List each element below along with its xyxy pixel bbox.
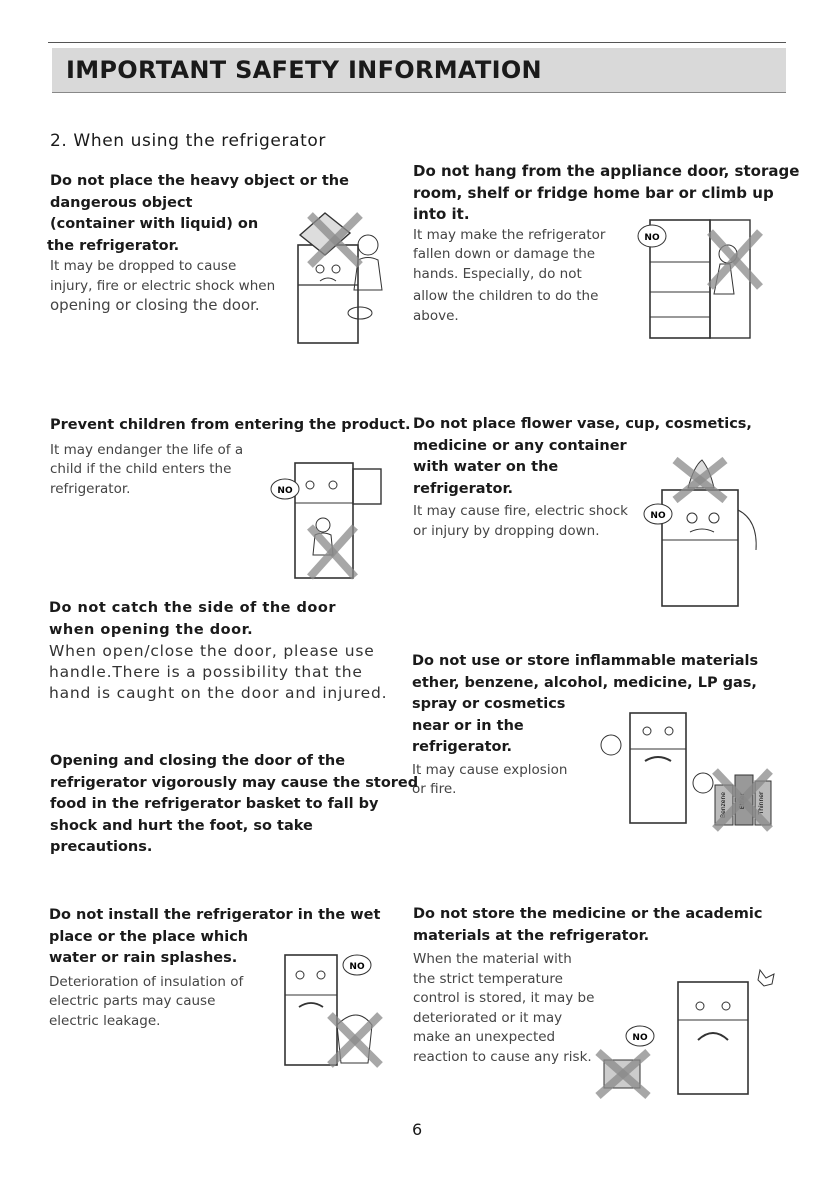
heading-line: food in the refrigerator basket to fall by (50, 796, 379, 812)
no-label: NO (349, 962, 365, 972)
heading-line: Prevent children from entering the product. (50, 417, 411, 433)
heading-line: near or in the (412, 717, 524, 734)
flower-vase-illustration (640, 450, 770, 610)
heading-line: medicine or any container (413, 437, 627, 454)
warning-door-vigorous (50, 751, 418, 859)
body-line: make an unexpected (413, 1029, 556, 1045)
header-bar (52, 48, 786, 93)
body-line: child if the child enters the (50, 461, 232, 477)
heading-line: Do not install the refrigerator in the wet (49, 907, 381, 923)
body-line: It may cause explosion (412, 761, 568, 778)
section-title: 2. When using the refrigerator (50, 131, 326, 151)
body-line: handle.There is a possibility that the (49, 663, 363, 681)
heading-line: Do not place flower vase, cup, cosmetics, (413, 416, 752, 432)
wet-place-illustration (265, 945, 390, 1070)
body-line: or injury by dropping down. (413, 522, 600, 539)
heading-line: with water on the (413, 459, 559, 475)
body-line: When open/close the door, please use (49, 642, 375, 660)
benzene-label: Benzene (720, 792, 727, 818)
heading-line: spray or cosmetics (412, 696, 566, 712)
heading-line: the refrigerator. (47, 237, 180, 254)
medicine-illustration (590, 960, 785, 1100)
heading-line: ether, benzene, alcohol, medicine, LP gas, (412, 674, 757, 691)
no-label: NO (644, 233, 660, 243)
heading-line: place or the place which (49, 928, 249, 945)
no-label: NO (277, 486, 293, 496)
heading-line: room, shelf or fridge home bar or climb up (413, 183, 774, 202)
heading-line: when opening the door. (49, 621, 254, 638)
body-line: It may cause fire, electric shock (413, 503, 628, 519)
body-line: opening or closing the door. (50, 296, 260, 314)
body-line: Deterioration of insulation of (49, 973, 244, 990)
body-line: the strict temperature (413, 970, 563, 987)
heading-line: (container with liquid) on (50, 216, 259, 232)
heading-line: Do not catch the side of the door (49, 600, 336, 616)
body-line: control is stored, it may be (413, 990, 595, 1006)
heading-line: water or rain splashes. (49, 950, 238, 966)
heading-line: refrigerator vigorously may cause the stored (50, 774, 419, 791)
body-line: or fire. (412, 781, 457, 797)
heading-line: precautions. (50, 839, 153, 855)
heading-line: refrigerator. (413, 480, 514, 497)
page-title: IMPORTANT SAFETY INFORMATION (66, 56, 542, 84)
body-line: above. (413, 307, 459, 324)
warning-door-side (49, 598, 387, 704)
header-rule (48, 42, 786, 43)
body-line: hand is caught on the door and injured. (49, 684, 388, 702)
body-line: When the material with (413, 951, 572, 967)
body-line: It may be dropped to cause (50, 258, 237, 274)
body-line: allow the children to do the (413, 288, 599, 304)
no-label: NO (650, 511, 666, 521)
body-line: fallen down or damage the (413, 246, 596, 262)
heading-line: shock and hurt the foot, so take (50, 817, 313, 834)
body-line: It may make the refrigerator (413, 226, 606, 243)
children-illustration (255, 455, 390, 580)
heading-line: Do not hang from the appliance door, storage (413, 162, 800, 180)
heading-line: Opening and closing the door of the (50, 753, 346, 769)
heading-line: into it. (413, 205, 470, 223)
body-line: injury, fire or electric shock when (50, 277, 276, 294)
body-line: electric leakage. (49, 1012, 161, 1029)
heading-line: dangerous object (50, 194, 193, 211)
hang-door-illustration (620, 212, 780, 342)
heavy-object-illustration (280, 205, 390, 345)
page-number: 6 (412, 1120, 423, 1139)
body-line: reaction to cause any risk. (413, 1048, 592, 1065)
body-line: deteriorated or it may (413, 1009, 563, 1026)
heading-line: materials at the refrigerator. (413, 927, 650, 944)
heading-line: refrigerator. (412, 739, 513, 755)
body-line: refrigerator. (50, 480, 131, 497)
heading-line: Do not use or store inflammable materials (412, 653, 759, 669)
body-line: hands. Especially, do not (413, 265, 582, 282)
heading-line: Do not store the medicine or the academic (413, 906, 763, 922)
no-label: NO (632, 1033, 648, 1043)
inflammable-illustration (585, 705, 780, 835)
body-line: It may endanger the life of a (50, 441, 244, 458)
heading-line: Do not place the heavy object or the (50, 173, 349, 189)
body-line: electric parts may cause (49, 993, 216, 1009)
thinner-label: Thinner (758, 791, 765, 815)
